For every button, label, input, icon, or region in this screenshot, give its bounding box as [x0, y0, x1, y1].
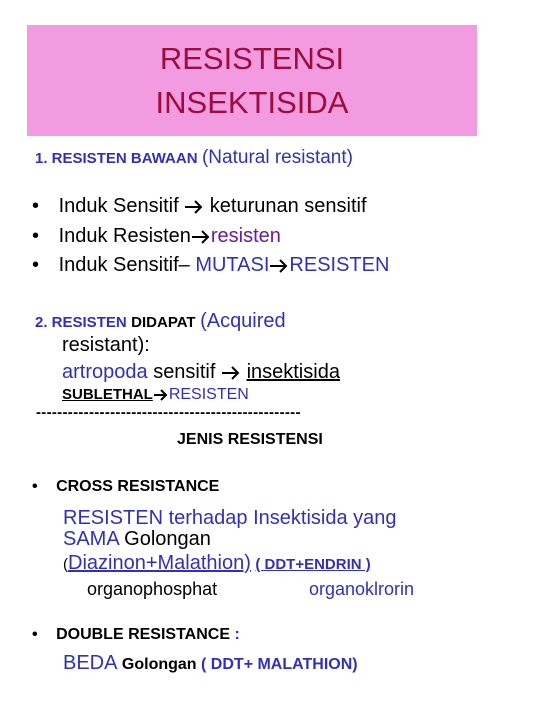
section1-label: 1. RESISTEN BAWAAN	[35, 150, 198, 167]
section2-line3-c: insektisida	[246, 361, 340, 383]
section2-line3	[62, 361, 340, 384]
cross-line2-a: SAMA	[63, 528, 119, 550]
bullet-1	[32, 195, 367, 218]
bullet-dot-icon: •	[32, 254, 40, 276]
arrow-right-icon	[184, 199, 204, 215]
double-line1-a: BEDA	[63, 652, 118, 674]
cross-label-right: organoklrorin	[309, 579, 415, 599]
bullet-1-b: keturunan sensitif	[209, 195, 367, 217]
cross-line3	[63, 552, 371, 575]
double-bullet	[32, 626, 240, 644]
section1-label-large: (Natural resistant)	[201, 147, 353, 168]
cross-line3-a: (	[63, 556, 68, 573]
section2-line4-b: RESISTEN	[168, 386, 249, 403]
bullet-dot-icon: •	[32, 195, 40, 217]
bullet-1-a: Induk Sensitif	[58, 195, 185, 217]
bullet-2-a: Induk Resisten	[58, 225, 191, 247]
section2-line2: resistant):	[62, 334, 150, 356]
divider: --------------------------------------------------	[36, 404, 301, 421]
title-line-1: RESISTENSI	[159, 41, 345, 76]
title-line-2: INSEKTISIDA	[155, 85, 349, 120]
bullet-dot-icon: •	[32, 225, 40, 247]
section2-line3-a: artropoda	[62, 361, 148, 383]
double-line1-c: ( DDT+ MALATHION)	[201, 656, 358, 673]
section2-heading	[35, 310, 286, 333]
double-colon: :	[234, 626, 240, 643]
double-label: DOUBLE RESISTANCE	[56, 626, 230, 643]
title-box	[27, 25, 477, 136]
section2-label-large: (Acquired	[200, 310, 286, 332]
cross-line3-c: ( DDT+ENDRIN )	[255, 556, 371, 573]
cross-bullet	[32, 478, 219, 496]
cross-line2	[63, 528, 211, 551]
bullet-dot-icon: •	[32, 626, 38, 643]
arrow-right-icon	[191, 229, 211, 245]
section2-line4	[62, 386, 249, 404]
bullet-3	[32, 254, 389, 277]
bullet-3-b: MUTASI	[195, 254, 270, 276]
section2-line3-b: sensitif	[153, 361, 221, 383]
arrow-right-icon	[153, 388, 169, 402]
cross-line2-b: Golongan	[124, 528, 211, 550]
arrow-right-icon	[269, 258, 289, 274]
double-line1-b: Golongan	[121, 656, 197, 673]
double-line1	[63, 652, 358, 675]
cross-line3-b: Diazinon+Malathion)	[68, 552, 251, 574]
section2-label-2: DIDAPAT	[131, 314, 196, 331]
cross-label-left: organophosphat	[87, 579, 218, 599]
section1-heading	[35, 147, 353, 169]
bullet-2	[32, 225, 281, 248]
section2-line4-a: SUBLETHAL	[62, 386, 153, 403]
arrow-right-icon	[221, 365, 241, 381]
cross-label: CROSS RESISTANCE	[56, 478, 220, 495]
bullet-3-a: Induk Sensitif–	[58, 254, 196, 276]
bullet-dot-icon: •	[32, 478, 38, 495]
bullet-2-b: resisten	[210, 225, 281, 247]
section2-label: 2. RESISTEN	[35, 314, 127, 331]
jenis-heading: JENIS RESISTENSI	[177, 431, 323, 448]
bullet-3-c: RESISTEN	[289, 254, 390, 276]
cross-line1: RESISTEN terhadap Insektisida yang	[63, 507, 397, 529]
